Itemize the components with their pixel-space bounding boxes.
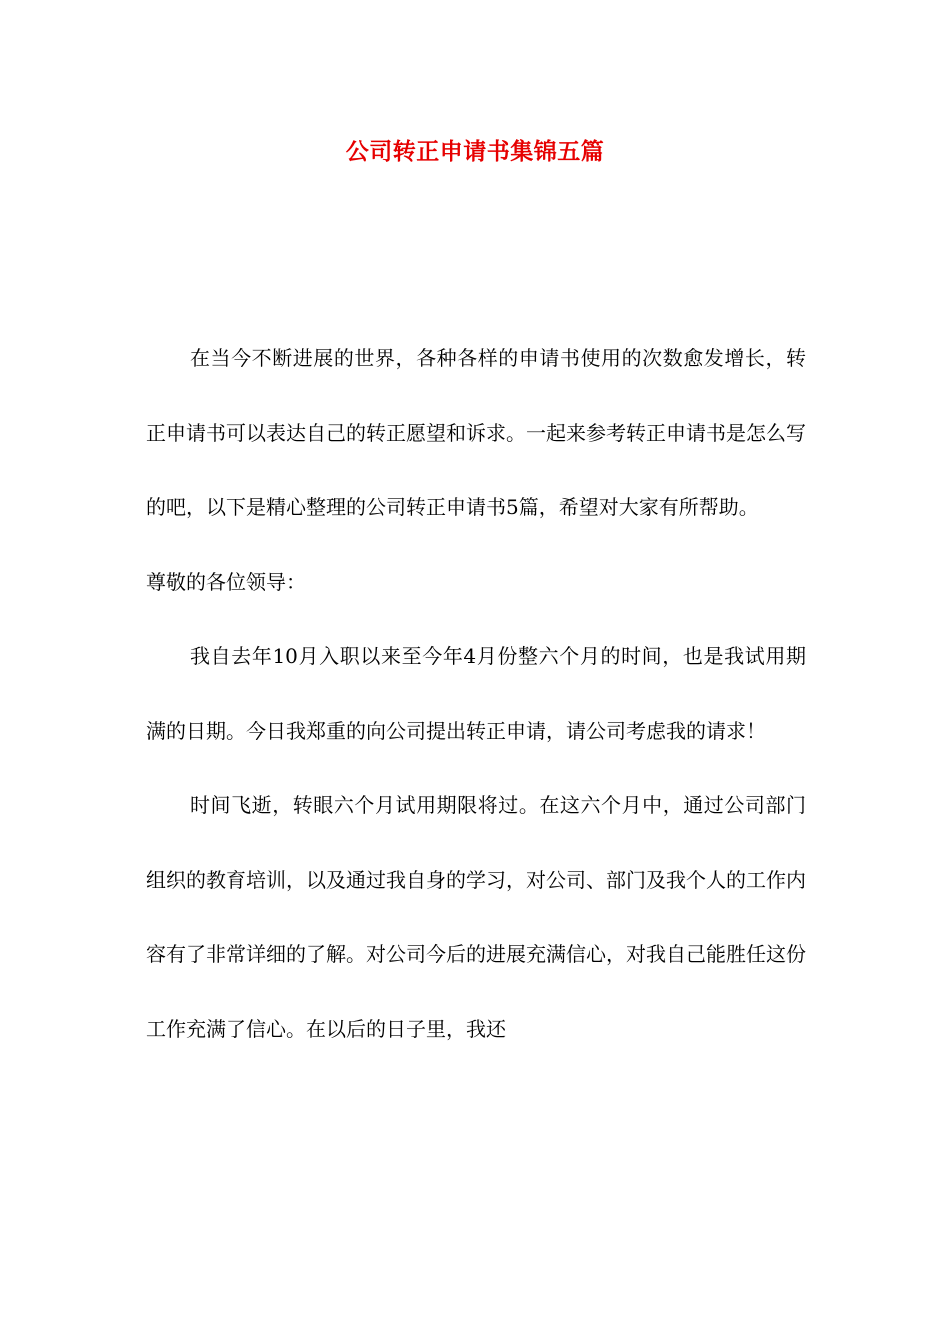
document-title: 公司转正申请书集锦五篇 bbox=[345, 138, 605, 165]
intro-paragraph: 在当今不断进展的世界，各种各样的申请书使用的次数愈发增长，转正申请书可以表达自己的转正愿望和诉求。一起来参考转正申请书是怎么写的吧，以下是精心整理的公司转正申请书5篇，希望对大家有所帮助。 bbox=[146, 346, 806, 519]
body-paragraph-2: 时间飞逝，转眼六个月试用期限将过。在这六个月中，通过公司部门组织的教育培训，以及通过我自身的学习，对公司、部门及我个人的工作内容有了非常详细的了解。对公司今后的进展充满信心，对我自己能胜任这份工作充满了信心。在以后的日子里，我还 bbox=[146, 793, 806, 1041]
salutation: 尊敬的各位领导： bbox=[146, 569, 306, 594]
body-paragraph-1: 我自去年10月入职以来至今年4月份整六个月的时间，也是我试用期满的日期。今日我郑重的向公司提出转正申请，请公司考虑我的请求！ bbox=[146, 644, 806, 743]
document-body bbox=[146, 321, 806, 1066]
